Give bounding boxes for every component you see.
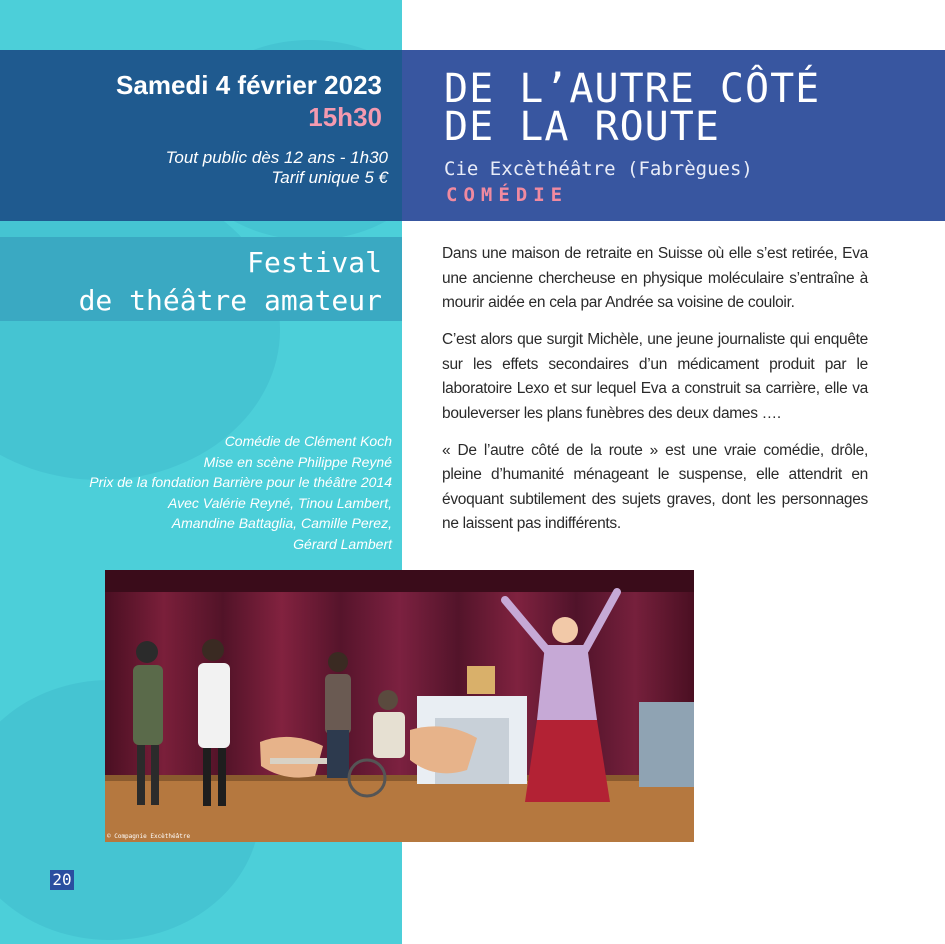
title-line: DE LA ROUTE [444,104,720,150]
event-time: 15h30 [308,102,382,132]
show-title [444,66,821,150]
credit-line: Gérard Lambert [293,535,392,552]
price-text: Tarif unique 5 € [271,168,388,187]
description-paragraph: C’est alors que surgit Michèle, une jeune journaliste qui enquête sur les effets secondaires d’un médicament produit par le laboratoire Lexo et sur lequel Eva a construit sa carrière, elle va bouleverser les plans funèbres des deux dames …. [442,331,868,422]
description-paragraph: « De l’autre côté de la route » est une vraie comédie, drôle, pleine d’humanité ménageant le suspense, elle attendrit en évoquant subtilement des sujets graves, dont les personnages ne laissent pas indifférents. [442,441,868,532]
credit-line: Comédie de Clément Koch [224,433,392,449]
credits-block [89,431,392,555]
festival-line: Festival [247,246,382,279]
credit-line: Amandine Battaglia, Camille Perez, [171,515,392,532]
stage-photo [105,570,694,842]
event-info [166,148,388,188]
title-line: DE L’AUTRE CÔTÉ [444,66,821,112]
description [442,242,868,549]
description-paragraph: Dans une maison de retraite en Suisse où elle s’est retirée, Eva une ancienne chercheuse en physique moléculaire s’entraîne à mourir aidée en cela par Andrée sa voisine de couloir. [442,245,868,311]
credit-line: Avec Valérie Reyné, Tinou Lambert, [168,494,392,511]
photo-credit: © Compagnie Excèthéâtre [107,833,191,840]
credit-line: Prix de la fondation Barrière pour le théâtre 2014 [89,474,392,491]
credit-line: Mise en scène Philippe Reyné [203,453,392,470]
company-name: Cie Excèthéâtre (Fabrègues) [444,158,753,180]
stage-photo-illustration [105,570,694,842]
festival-line: de théâtre amateur [78,284,382,317]
genre-label: COMÉDIE [446,184,569,206]
festival-title [79,244,382,320]
page-number: 20 [50,870,74,890]
audience-text: Tout public dès 12 ans - 1h30 [165,148,388,167]
event-date: Samedi 4 février 2023 [116,70,382,100]
